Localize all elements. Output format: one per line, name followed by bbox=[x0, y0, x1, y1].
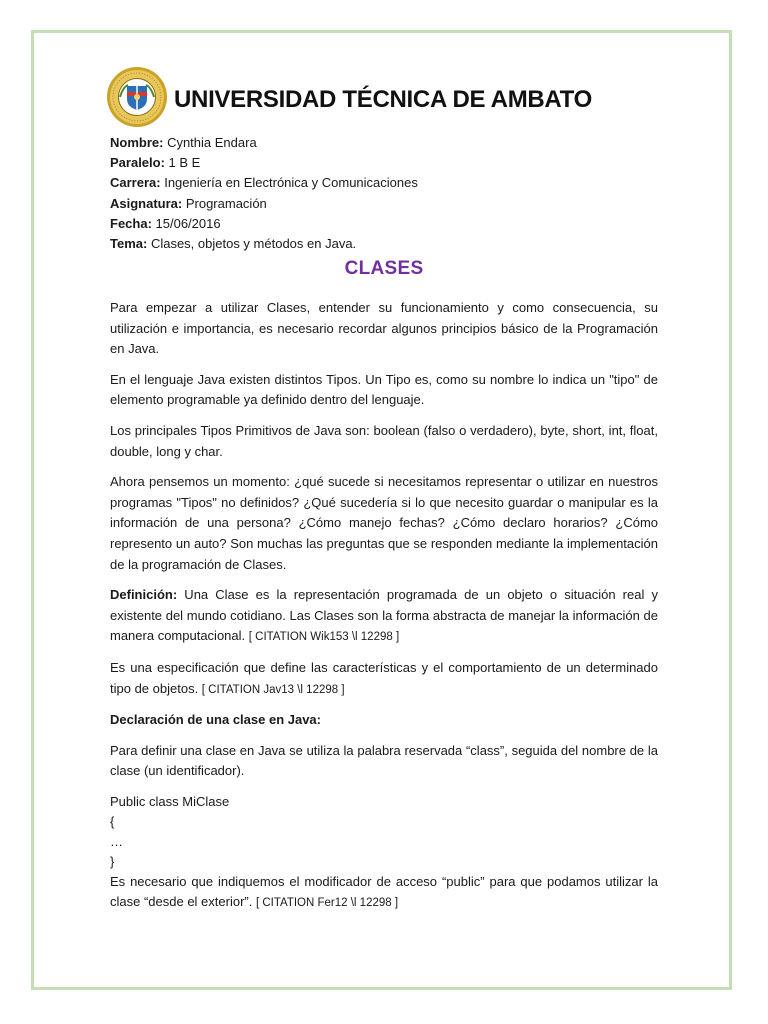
university-title: UNIVERSIDAD TÉCNICA DE AMBATO bbox=[174, 86, 592, 113]
meta-label: Nombre: bbox=[110, 135, 164, 150]
meta-value: Cynthia Endara bbox=[163, 135, 257, 150]
student-info bbox=[110, 133, 670, 254]
paragraph-primitivos: Los principales Tipos Primitivos de Java son: boolean (falso o verdadero), byte, short, int, float, double, long y char. bbox=[110, 422, 658, 459]
public-text: Es necesario que indiquemos el modificador de acceso “public” para que podamos utilizar la clase “desde el exterior”. bbox=[110, 873, 658, 910]
meta-asignatura bbox=[110, 194, 670, 214]
meta-carrera bbox=[110, 173, 670, 193]
citation: [ CITATION Fer12 \l 12298 ] bbox=[255, 897, 399, 910]
paragraph-definir: Para definir una clase en Java se utiliza la palabra reservada “class”, seguida del nombre de la clase (un identificador). bbox=[110, 742, 658, 779]
meta-nombre bbox=[110, 133, 670, 153]
document-body bbox=[110, 298, 658, 914]
paragraph-public bbox=[110, 872, 658, 914]
university-seal-icon bbox=[106, 66, 168, 128]
meta-label: Fecha: bbox=[110, 215, 152, 231]
paragraph-especificacion bbox=[110, 658, 658, 700]
meta-label: Carrera: bbox=[110, 175, 161, 191]
meta-paralelo bbox=[110, 153, 670, 173]
meta-label: Asignatura: bbox=[110, 195, 183, 211]
paragraph-tipos: En el lenguaje Java existen distintos Tipos. Un Tipo es, como su nombre lo indica un "tipo" de elemento programable ya definido dentro del lenguaje. bbox=[110, 371, 658, 408]
meta-value: 15/06/2016 bbox=[151, 215, 221, 231]
definition-label: Definición: bbox=[110, 587, 178, 603]
code-line: { bbox=[110, 813, 115, 829]
section-title: CLASES bbox=[344, 258, 424, 279]
meta-value: Ingeniería en Electrónica y Comunicaciones bbox=[160, 175, 418, 191]
subheading-text: Declaración de una clase en Java: bbox=[110, 712, 321, 728]
paragraph-intro: Para empezar a utilizar Clases, entender su funcionamiento y como consecuencia, su utilización e importancia, es necesario recordar algunos principios básico de la Programación en Java. bbox=[110, 300, 658, 357]
citation: [ CITATION Jav13 \l 12298 ] bbox=[201, 683, 345, 696]
code-line: … bbox=[110, 833, 123, 849]
code-block bbox=[110, 792, 658, 872]
meta-label: Tema: bbox=[110, 236, 148, 252]
meta-tema bbox=[110, 234, 670, 254]
specification-text: Es una especificación que define las características y el comportamiento de un determinado tipo de objetos. bbox=[110, 659, 658, 696]
code-line: } bbox=[110, 853, 115, 869]
subheading-declaracion bbox=[110, 710, 658, 731]
meta-value: 1 B E bbox=[164, 155, 201, 171]
definition-text: Una Clase es la representación programada de un objeto o situación real y existente del mundo cotidiano. Las Clases son la forma abstracta de manejar la información de manera computacional. bbox=[110, 587, 658, 644]
meta-label: Paralelo: bbox=[110, 155, 165, 171]
meta-value: Programación bbox=[182, 195, 267, 211]
paragraph-definicion bbox=[110, 585, 658, 648]
document-header bbox=[106, 66, 666, 138]
code-line: Public class MiClase bbox=[110, 793, 230, 809]
meta-fecha bbox=[110, 214, 670, 234]
citation: [ CITATION Wik153 \l 12298 ] bbox=[248, 631, 400, 644]
meta-value: Clases, objetos y métodos en Java. bbox=[147, 236, 357, 252]
paragraph-preguntas: Ahora pensemos un momento: ¿qué sucede si necesitamos representar o utilizar en nuestros programas "Tipos" no definidos? ¿Qué sucedería si lo que necesito guardar o manipular es la información de una persona? ¿Cómo manejo fechas? ¿Cómo declaro horarios? ¿Cómo represento un auto? Son muchas las preguntas que se responden mediante la implementación de la programación de Clases. bbox=[110, 474, 658, 572]
